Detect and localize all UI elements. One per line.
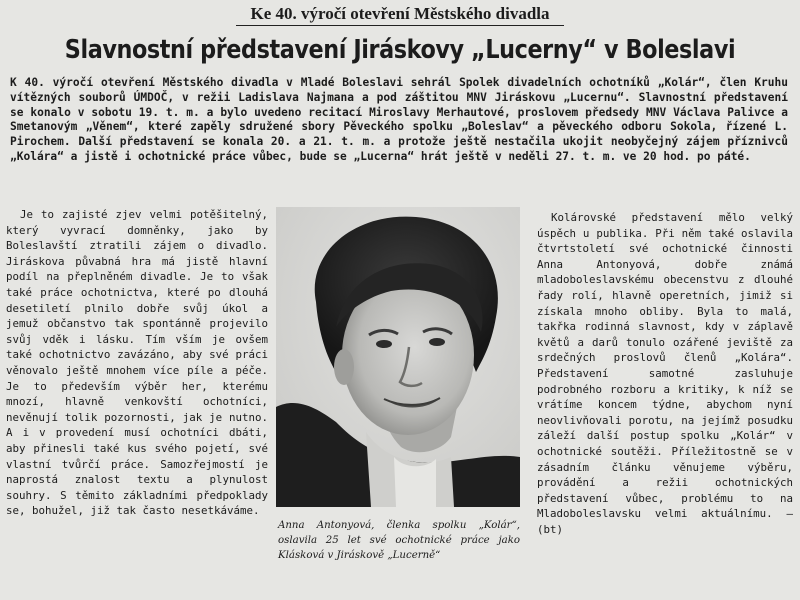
photo-caption: Anna Antonyová, členka spolku „Kolár“, oslavila 25 let své ochotnické práce jako Klásková v Jiráskově „Lucerně“ (278, 520, 520, 561)
left-column (6, 207, 268, 519)
lead-paragraph: K 40. výročí otevření Městského divadla v Mladé Boleslavi sehrál Spolek divadelních ochotníků „Kolár“, člen Kruhu vítězných souborů ÚMDOČ, v režii Ladislava Najmana a pod záštitou MNV Jiráskovu „Lucernu“. Slavnostní představení se konalo v sobotu 19. t. m. a bylo uvedeno recitací Miroslavy Merhautové, proslovem předsedy MNV Václava Palivce a Smetanovým „Věnem“, které zapěly sdružené sbory Pěveckého spolku „Boleslav“ a pěveckého odboru Sokola, řízené L. Pirochem. Další představení se konala 20. a 21. t. m. a protože ještě nestačila ukojit neobyčejný zájem příznivců „Kolára“ a jistě i ochotnické práce vůbec, bude se „Lucerna“ hrát ještě v neděli 27. t. m. ve 20 hod. po páté. (10, 76, 788, 163)
kicker-text: Ke 40. výročí otevření Městského divadla (236, 4, 563, 26)
portrait-image (276, 207, 520, 507)
kicker (0, 4, 800, 26)
right-column (537, 210, 793, 537)
portrait-photo (276, 207, 520, 507)
left-column-text: Je to zajisté zjev velmi potěšitelný, který vyvrací domněnky, jako by Boleslavští ztratili zájem o divadlo. Jiráskova půvabná hra má jistě hlavní podíl na přeplněném divadle. Je to však také práce ochotnictva, které po dlouhá desetiletí plnilo dobře svůj úkol a jemuž občanstvo tak spontánně projevilo svůj vděk i lásku. Tím vším je ovšem také ochotnictvo zavázáno, aby své práci věnovalo ještě mnohem více píle a péče. Je to především výběr her, kterému mnozí, hlavně venkovští ochotníci, nevěnují tolik pozornosti, jak je nutno. A i v provedení musí ochotníci dbáti, aby přinesli také kus svého pojetí, své vlastní tvůrčí práce. Samozřejmostí je naprostá znalost textu a plynulost souhry. S těmito základními předpoklady se, bohužel, již tak často nesetkáváme. (6, 208, 268, 518)
headline: Slavnostní představení Jiráskovy „Lucerny“ v Boleslavi (64, 35, 736, 65)
right-column-text: Kolárovské představení mělo velký úspěch u publika. Při něm také oslavila čtvrtstoletí své ochotnické činnosti Anna Antonyová, dobře známá mladoboleslavskému obecenstvu z dlouhé řady rolí, hlavně operetních, jimiž si získala mnoho obliby. Byla to malá, takřka rodinná slavnost, kdy v záplavě květů a darů tonulo ozářené jeviště za srdečných proslovů členů „Kolára“. Představení samotné zasluhuje podrobného rozboru a kritiky, k níž se vrátíme koncem týdne, abychom nyní neovlivňovali porotu, na jejímž posudku záleží další postup spolku „Kolár“ v ochotnické soutěži. Příležitostně se v zásadním článku věnujeme výběru, provádění a režii ochotnických představení vůbec, problému to na Mladoboleslavsku velmi aktuálnímu. — (bt) (537, 211, 793, 536)
